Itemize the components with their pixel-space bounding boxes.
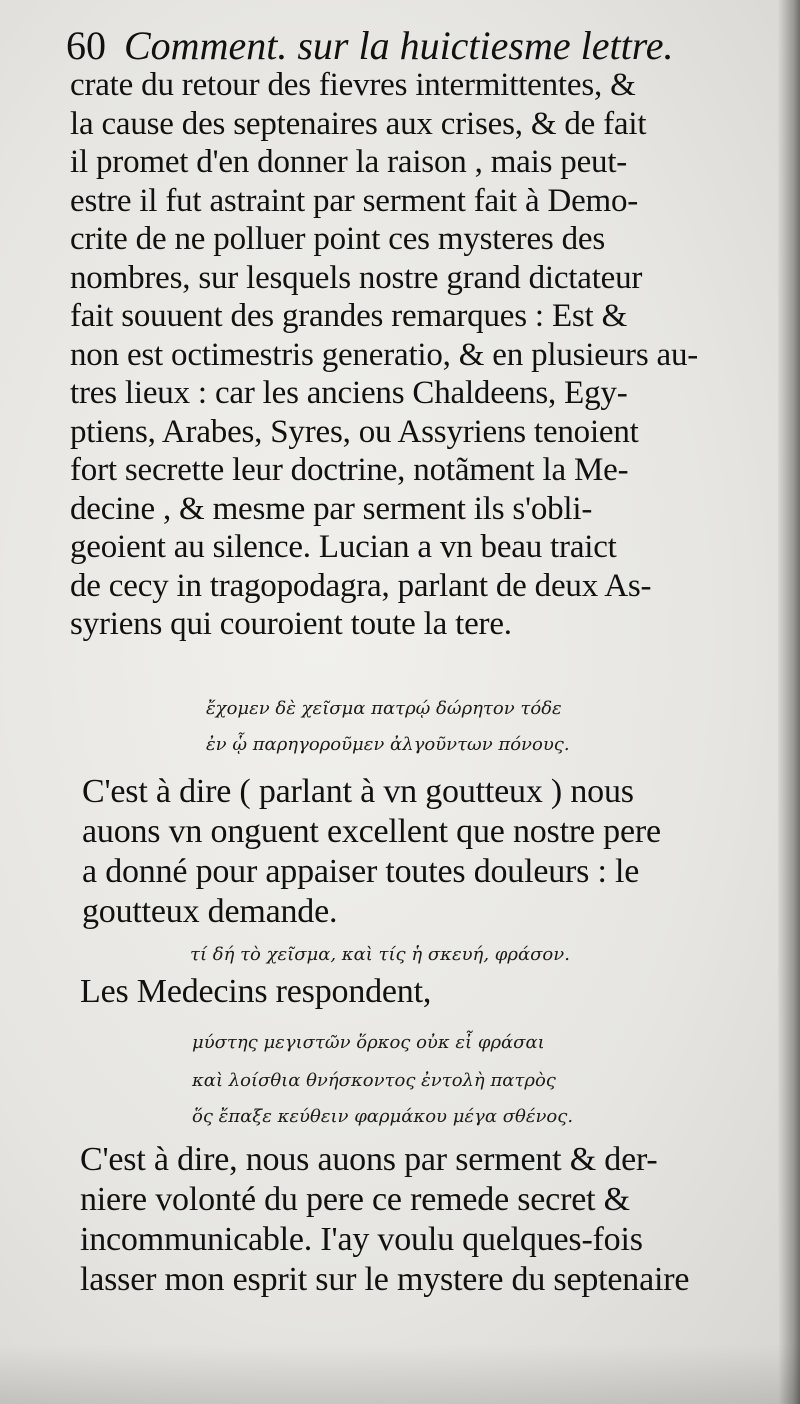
greek-verse-line: μύστης μεγιστῶν ὅρκος οὐκ εἶ φράσαι	[192, 1032, 545, 1053]
text-line: ptiens, Arabes, Syres, ou Assyriens tenoient	[70, 413, 639, 450]
text-line: de cecy in tragopodagra, parlant de deux As-	[70, 567, 652, 604]
text-line: syriens qui couroient toute la tere.	[70, 606, 512, 642]
page-bottom-shadow	[0, 1344, 800, 1404]
text-line: fort secrette leur doctrine, notãment la Me-	[70, 452, 629, 488]
text-line: C'est à dire, nous auons par serment & der-	[80, 1141, 658, 1178]
paragraph-4	[80, 1140, 770, 1300]
greek-verse-line: ὅς ἔπαξε κεύθειν φαρμάκου μέγα σθένος.	[192, 1106, 574, 1127]
text-line: goutteux demande.	[82, 893, 338, 930]
text-line: tres lieux : car les anciens Chaldeens, Egy-	[70, 375, 628, 411]
paragraph-1	[70, 66, 760, 644]
text-line: fait souuent des grandes remarques : Est &	[70, 298, 628, 334]
greek-verse-line: τί δή τὸ χεῖσμα, καὶ τίς ἡ σκευή, φράσον.	[190, 944, 570, 965]
text-line: non est octimestris generatio, & en plusieurs au-	[70, 336, 699, 373]
paragraph-2	[82, 772, 762, 932]
text-line: geoient au silence. Lucian a vn beau traict	[70, 529, 617, 565]
text-line: Les Medecins respondent,	[80, 973, 432, 1010]
text-line: niere volonté du pere ce remede secret &	[80, 1181, 630, 1218]
text-line: la cause des septenaires aux crises, & de fait	[70, 105, 647, 142]
paragraph-3	[80, 972, 760, 1012]
greek-verse-line: ἔχομεν δὲ χεῖσμα πατρῴ δώρητον τόδε	[206, 698, 562, 719]
greek-verse-line: καὶ λοίσθια θνήσκοντος ἐντολὴ πατρὸς	[192, 1070, 556, 1091]
running-title: Comment. sur la huictiesme lettre.	[124, 23, 674, 68]
page-number: 60	[66, 23, 106, 68]
text-line: C'est à dire ( parlant à vn goutteux ) nous	[82, 773, 634, 810]
text-line: estre il fut astraint par serment fait à Demo-	[70, 182, 639, 219]
text-line: crite de ne polluer point ces mysteres des	[70, 221, 606, 257]
text-line: il promet d'en donner la raison , mais peut-	[70, 144, 628, 180]
text-line: auons vn onguent excellent que nostre pere	[82, 813, 661, 850]
text-line: nombres, sur lesquels nostre grand dictateur	[70, 259, 643, 296]
text-line: decine , & mesme par serment ils s'obli-	[70, 490, 593, 527]
text-line: incommunicable. I'ay voulu quelques-fois	[80, 1221, 643, 1258]
page-edge-shadow	[778, 0, 800, 1404]
greek-verse-line: ἐν ᾧ παρηγοροῦμεν ἀλγοῦντων πόνους.	[206, 734, 570, 755]
text-line: crate du retour des fievres intermittentes, &	[70, 67, 636, 103]
text-line: lasser mon esprit sur le mystere du septenaire	[80, 1261, 690, 1298]
text-line: a donné pour appaiser toutes douleurs : le	[82, 853, 640, 890]
